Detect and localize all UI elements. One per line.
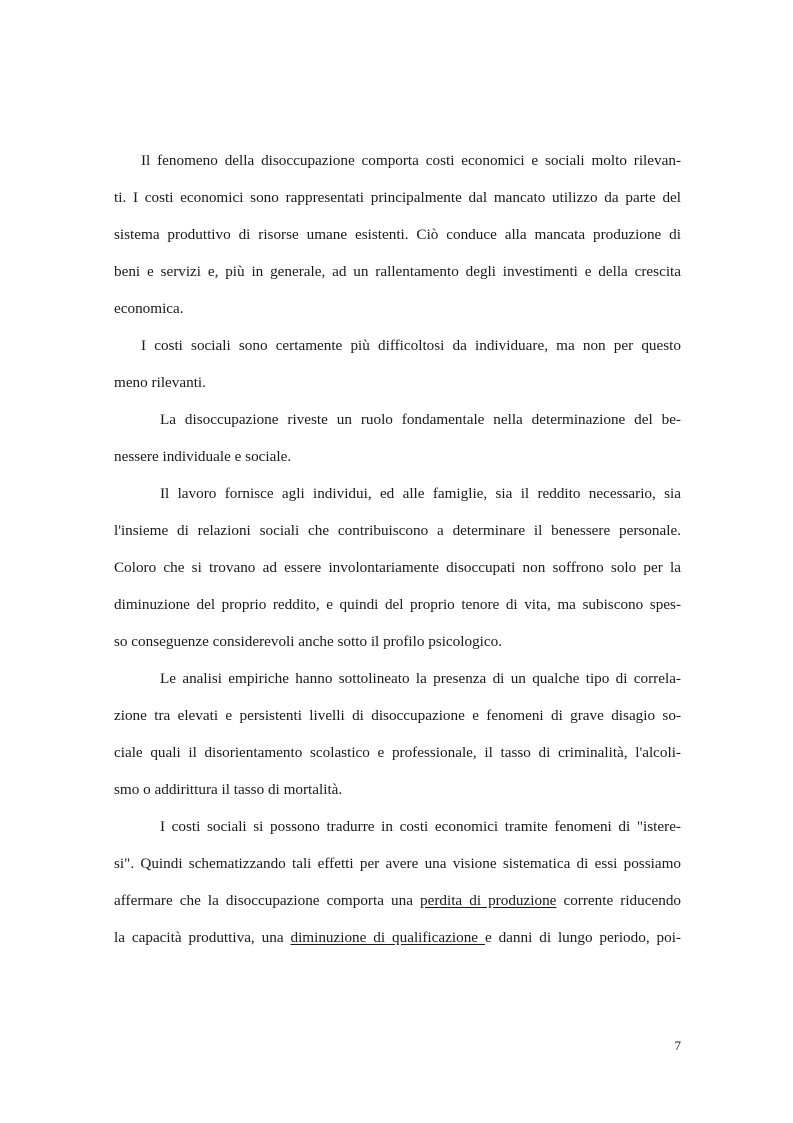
paragraph-6-line-4: [114, 928, 681, 948]
paragraph-4-line-5: so conseguenze considerevoli anche sotto il profilo psicologico.: [114, 633, 503, 650]
paragraph-4-line-4: diminuzione del proprio reddito, e quindi del proprio tenore di vita, ma subiscono spes-: [114, 596, 681, 613]
paragraph-3-line-1: La disoccupazione riveste un ruolo fondamentale nella determinazione del be-: [160, 411, 681, 428]
line-text: affermare che la disoccupazione comporta una: [114, 892, 420, 909]
paragraph-5-line-1: Le analisi empiriche hanno sottolineato la presenza di un qualche tipo di correla-: [160, 670, 681, 687]
underlined-term-perdita-di-produzione: perdita di produzione: [420, 892, 557, 909]
paragraph-1-line-2: ti. I costi economici sono rappresentati principalmente dal mancato utilizzo da parte del: [114, 189, 681, 206]
paragraph-1-line-1: Il fenomeno della disoccupazione comporta costi economici e sociali molto rilevan-: [141, 152, 681, 169]
paragraph-2-line-2: meno rilevanti.: [114, 374, 206, 391]
paragraph-1-line-3: sistema produttivo di risorse umane esistenti. Ciò conduce alla mancata produzione di: [114, 226, 681, 243]
paragraph-5-line-4: smo o addirittura il tasso di mortalità.: [114, 781, 343, 798]
paragraph-5-line-2: zione tra elevati e persistenti livelli di disoccupazione e fenomeni di grave disagio so-: [114, 707, 681, 724]
paragraph-2-line-1: I costi sociali sono certamente più difficoltosi da individuare, ma non per questo: [141, 337, 681, 354]
line-text: la capacità produttiva, una: [114, 929, 291, 946]
paragraph-4-line-1: Il lavoro fornisce agli individui, ed alle famiglie, sia il reddito necessario, sia: [160, 485, 681, 502]
paragraph-6-line-2: si". Quindi schematizzando tali effetti per avere una visione sistematica di essi possiamo: [114, 855, 681, 872]
paragraph-4-line-2: l'insieme di relazioni sociali che contribuiscono a determinare il benessere personale.: [114, 522, 681, 539]
paragraph-1-line-5: economica.: [114, 300, 184, 317]
paragraph-6-line-1: I costi sociali si possono tradurre in costi economici tramite fenomeni di "istere-: [160, 818, 681, 835]
line-text: e danni di lungo periodo, poi-: [484, 929, 681, 946]
underlined-term-diminuzione-di-qualificazione: diminuzione di qualificazione: [290, 929, 485, 946]
paragraph-1-line-4: beni e servizi e, più in generale, ad un rallentamento degli investimenti e della crescita: [114, 263, 681, 280]
line-text: corrente riducendo: [556, 892, 682, 909]
paragraph-4-line-3: Coloro che si trovano ad essere involontariamente disoccupati non soffrono solo per la: [114, 559, 681, 576]
paragraph-5-line-3: ciale quali il disorientamento scolastico e professionale, il tasso di criminalità, l'alcoli-: [114, 744, 681, 761]
page-number: 7: [674, 1038, 681, 1053]
paragraph-3-line-2: nessere individuale e sociale.: [114, 448, 292, 465]
paragraph-6-line-3: [114, 891, 681, 911]
